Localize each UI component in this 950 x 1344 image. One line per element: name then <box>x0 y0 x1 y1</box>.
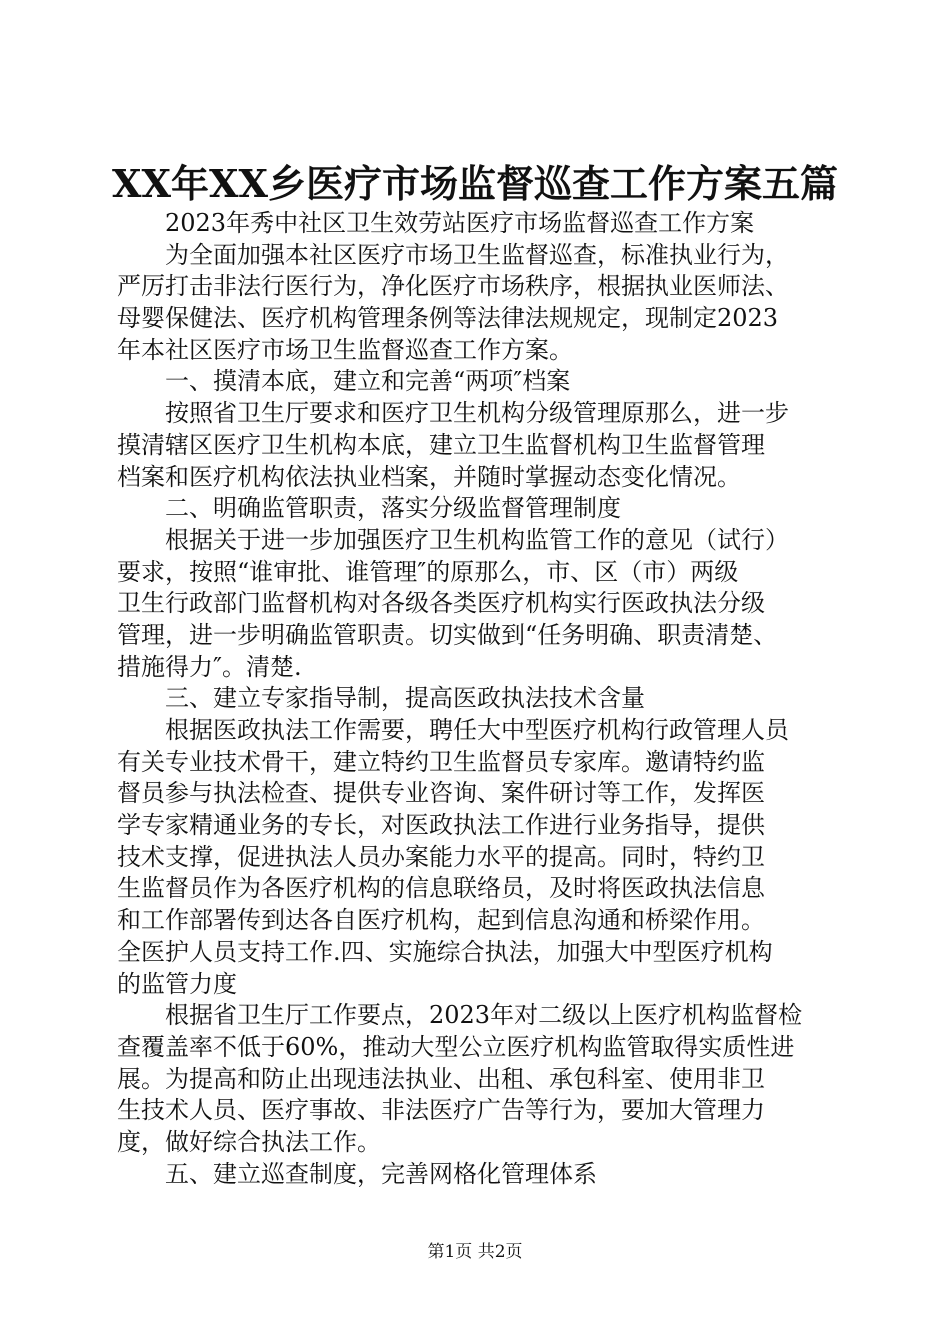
text-line: 的监管力度 <box>117 969 237 998</box>
text-line: 二、明确监管职责，落实分级监督管理制度 <box>165 494 621 523</box>
text-line: 根据医政执法工作需要，聘任大中型医疗机构行政管理人员 <box>165 716 789 744</box>
text-line: 管理，进一步明确监管职责。切实做到“任务明确、职责清楚、 <box>117 620 778 649</box>
text-line: 展。为提高和防止出现违法执业、出租、承包科室、使用非卫 <box>117 1064 765 1093</box>
text-line: 和工作部署传到达各自医疗机构，起到信息沟通和桥梁作用。 <box>117 906 765 935</box>
text-line: 度，做好综合执法工作。 <box>117 1127 381 1156</box>
text-line: 学专家精通业务的专长，对医政执法工作进行业务指导，提供 <box>117 811 765 840</box>
text-line: 卫生行政部门监督机构对各级各类医疗机构实行医政执法分级 <box>117 589 765 618</box>
document-title: XX年XX乡医疗市场监督巡查工作方案五篇 <box>112 161 838 206</box>
text-line: 年本社区医疗市场卫生监督巡查工作方案。 <box>117 335 573 364</box>
text-line: 严厉打击非法行医行为，净化医疗市场秩序，根据执业医师法、 <box>117 272 789 301</box>
document-body <box>117 208 837 1190</box>
page-footer: 第1页 共2页 <box>427 1242 523 1262</box>
text-line: 技术支撑，促进执法人员办案能力水平的提高。同时，特约卫 <box>117 842 765 871</box>
text-line: 措施得力″。清楚. <box>117 652 302 681</box>
text-line: 为全面加强本社区医疗市场卫生监督巡查，标准执业行为， <box>165 240 789 269</box>
text-line: 摸清辖区医疗卫生机构本底，建立卫生监督机构卫生监督管理 <box>117 430 765 459</box>
text-line: 根据关于进一步加强医疗卫生机构监管工作的意见（试行） <box>165 525 789 554</box>
text-line: 根据省卫生厅工作要点，2023年对二级以上医疗机构监督检 <box>165 1001 803 1030</box>
text-line: 生技术人员、医疗事故、非法医疗广告等行为，要加大管理力 <box>117 1096 765 1125</box>
text-line: 档案和医疗机构依法执业档案，并随时掌握动态变化情况。 <box>117 462 741 491</box>
text-line: 要求，按照“谁审批、谁管理″的原那么，市、区（市）两级 <box>117 557 739 586</box>
text-line: 按照省卫生厅要求和医疗卫生机构分级管理原那么，进一步 <box>165 399 789 428</box>
text-line: 五、建立巡查制度，完善网格化管理体系 <box>165 1159 597 1188</box>
text-line: 有关专业技术骨干，建立特约卫生监督员专家库。邀请特约监 <box>117 747 765 776</box>
text-line: 督员参与执法检查、提供专业咨询、案件研讨等工作，发挥医 <box>117 779 765 808</box>
text-line: 生监督员作为各医疗机构的信息联络员，及时将医政执法信息 <box>117 874 765 903</box>
text-line: 全医护人员支持工作.四、实施综合执法，加强大中型医疗机构 <box>117 937 773 966</box>
text-line: 母婴保健法、医疗机构管理条例等法律法规规定，现制定2023 <box>117 304 779 333</box>
text-line: 2023年秀中社区卫生效劳站医疗市场监督巡查工作方案 <box>165 209 755 237</box>
text-line: 查覆盖率不低于60%，推动大型公立医疗机构监管取得实质性进 <box>117 1032 795 1061</box>
text-line: 三、建立专家指导制，提高医政执法技术含量 <box>165 684 645 713</box>
text-line: 一、摸清本底，建立和完善“两项″档案 <box>165 367 571 396</box>
